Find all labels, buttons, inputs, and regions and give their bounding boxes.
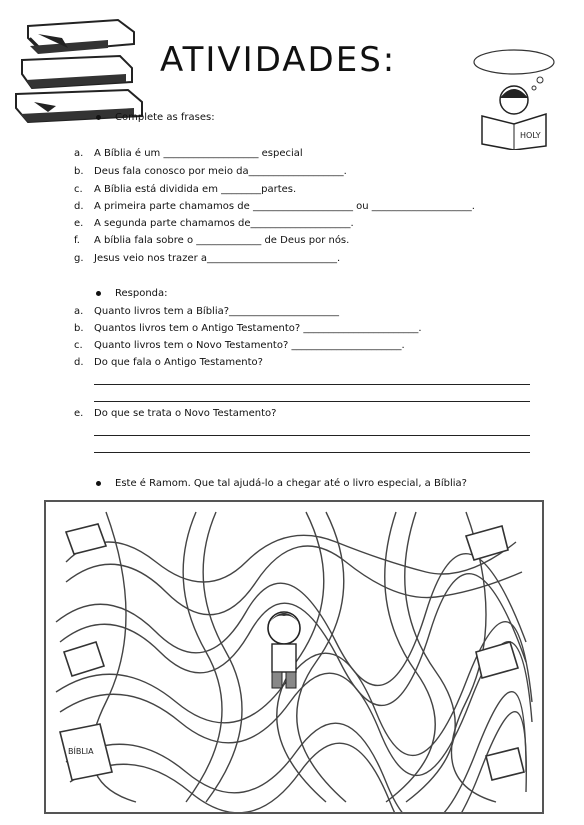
respond-bullet (96, 288, 168, 299)
item-text: Quantos livros tem o Antigo Testamento? _______________________. (94, 323, 422, 334)
item-text: Do que se trata o Novo Testamento? (94, 408, 277, 419)
item-letter: a. (74, 148, 84, 159)
list-item (74, 166, 347, 177)
item-letter: a. (74, 306, 84, 317)
complete-bullet (96, 112, 215, 123)
item-letter: d. (74, 201, 84, 212)
item-letter: c. (74, 340, 83, 351)
girl-reading-bible-icon (468, 46, 576, 150)
maze-image[interactable] (44, 500, 544, 814)
answer-line[interactable] (94, 452, 530, 453)
svg-text:HOLY: HOLY (520, 131, 541, 140)
answer-line[interactable] (94, 384, 530, 385)
item-letter: d. (74, 357, 84, 368)
bullet-text: Este é Ramom. Que tal ajudá-lo a chegar até o livro especial, a Bíblia? (115, 478, 467, 489)
list-item (74, 323, 422, 334)
list-item (74, 235, 349, 246)
item-text: Jesus veio nos trazer a__________________________. (94, 253, 341, 264)
item-text: A segunda parte chamamos de____________________. (94, 218, 354, 229)
item-text: Quanto livros tem o Novo Testamento? ______________________. (94, 340, 405, 351)
list-item (74, 184, 296, 195)
list-item (74, 340, 405, 351)
bullet-icon (96, 115, 101, 120)
list-item (74, 306, 339, 317)
item-letter: b. (74, 166, 84, 177)
item-text: Do que fala o Antigo Testamento? (94, 357, 263, 368)
item-text: Deus fala conosco por meio da___________________. (94, 166, 347, 177)
list-item (74, 253, 340, 264)
item-letter: f. (74, 235, 80, 246)
item-letter: b. (74, 323, 84, 334)
list-item (74, 148, 303, 159)
item-text: A Bíblia está dividida em ________partes. (94, 184, 297, 195)
answer-line[interactable] (94, 401, 530, 402)
bullet-text: Responda: (115, 288, 168, 299)
answer-line[interactable] (94, 435, 530, 436)
item-letter: g. (74, 253, 84, 264)
maze-bullet (96, 478, 467, 489)
item-text: A primeira parte chamamos de ____________________ ou ____________________. (94, 201, 475, 212)
item-letter: c. (74, 184, 83, 195)
list-item (74, 408, 276, 419)
bullet-icon (96, 291, 101, 296)
item-letter: e. (74, 218, 84, 229)
list-item (74, 218, 354, 229)
item-letter: e. (74, 408, 84, 419)
bible-book-label: BÍBLIA (68, 747, 94, 756)
bullet-text: Complete as frases: (115, 112, 215, 123)
list-item (74, 357, 263, 368)
item-text: Quanto livros tem a Bíblia?______________________ (94, 306, 340, 317)
books-stack-icon (8, 8, 148, 126)
maze-drawing (46, 502, 542, 812)
boy-ramom-icon (268, 612, 300, 688)
item-text: A Bíblia é um ___________________ especial (94, 148, 303, 159)
list-item (74, 201, 475, 212)
bullet-icon (96, 481, 101, 486)
item-text: A bíblia fala sobre o _____________ de Deus por nós. (94, 235, 350, 246)
page-title: ATIVIDADES: (160, 40, 397, 80)
